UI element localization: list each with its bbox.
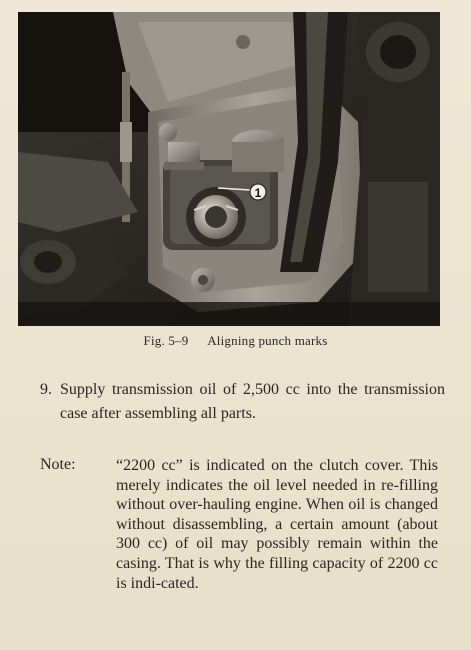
note-text: “2200 cc” is indicated on the clutch cover. This merely indicates the oil level needed in re-filling without over-hauling engine. When oil is changed without disassembling, a certain amount (about 300 cc) of oil may possibly remain within the casing. That is why the filling capacity of 2200 cc is indi-cated.: [116, 457, 438, 592]
figure-caption: [0, 333, 471, 349]
step-number: 9.: [40, 381, 52, 398]
figure-number: Fig. 5–9: [143, 333, 189, 348]
step-9: [40, 378, 445, 426]
step-text: Supply transmission oil of 2,500 cc into the transmission case after assembling all parts.: [60, 381, 445, 422]
figure-title: Aligning punch marks: [207, 333, 328, 348]
figure-photo: [18, 12, 440, 326]
callout-1: 1: [254, 186, 262, 200]
note-label: Note:: [40, 456, 76, 473]
engine-photo-illustration: [18, 12, 440, 326]
